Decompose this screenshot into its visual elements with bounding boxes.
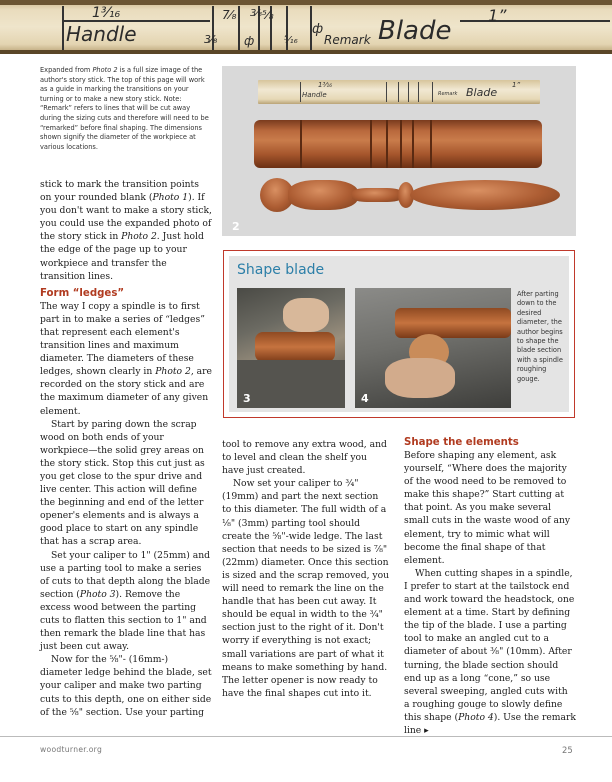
remark-label: Remark <box>324 33 371 47</box>
stick-line <box>386 82 387 102</box>
workpiece-image <box>395 308 511 338</box>
text: stick to mark the transition points on your rounded blank ( <box>40 179 199 204</box>
shape-blade-title: Shape blade <box>237 262 325 278</box>
dim-mark: ⁵⁄₁₆ <box>284 35 298 46</box>
photo-caption <box>40 66 212 152</box>
dim-mark: ⁵⁄₈ <box>262 8 274 22</box>
shape-blade-panel <box>229 256 569 412</box>
paragraph <box>40 178 212 283</box>
photo-number: 2 <box>232 220 240 233</box>
page-number: 25 <box>562 745 573 755</box>
paragraph: Now set your caliper to ¾" (19mm) and part the next section to this diameter. The full width of a ⅛" (3mm) parting tool should create the ⁵⁄₈"-wide ledge. The last section that needs to be sized is ⅞" (22mm) diameter. Once this section is sized and the scrap removed, you will need to remark the line on the handle that has been cut away. It should be equal in width to the ¾" section just to the right of it. Don't worry if everything is not exact; small variations are part of what it means to make something by hand. The letter opener is now ready to have the final shapes cut into it. <box>222 478 390 699</box>
parting-groove <box>400 120 402 168</box>
finished-handle <box>288 180 358 210</box>
shape-blade-box <box>223 250 575 418</box>
footer-divider <box>0 736 612 737</box>
dim-mark: 7⁄₈ <box>222 8 237 22</box>
dim-mark: ф <box>244 34 255 48</box>
caption-text: is a full size image of the author's story stick. The top of this page will work as a guide in marking the transitions on your turning or to make a new story stick. Note: “Remark” refers to lines that will be cut away during the sizing cuts and therefore will need to be “remarked” before final shaping. The dimensions shown signify the diameter of the workpiece at various locations. <box>40 66 209 151</box>
transition-line <box>62 6 64 50</box>
photo-4-caption: After parting down to the desired diameter, the author begins to shape the blade section with a spindle roughing gouge. <box>517 290 563 383</box>
section-heading: Form “ledges” <box>40 287 125 299</box>
text: When cutting shapes in a spindle, I prefer to start at the tailstock end and work toward the headstock, one element at a time. Start by defining the tip of the blade. I use a parting tool to make an angled cut to a diameter of about ⅜" (10mm). After turning, the blade section should end up as a long “cone,” so use several sweeping, angled cuts with a roughing gouge to slowly define this shape ( <box>404 567 575 723</box>
mini-dim-mark: 1” <box>512 81 521 89</box>
paragraph: tool to remove any extra wood, and to level and clean the shelf you have just created. <box>222 439 387 477</box>
hand-image <box>385 358 455 398</box>
text: ). Remove the excess wood between the parting cuts to flatten this section to 1" and then remark the blade line that has just been cut away. <box>40 588 207 653</box>
rounded-blank <box>254 120 542 168</box>
transition-line <box>238 6 240 50</box>
mini-handle-label: Handle <box>302 91 327 99</box>
hand-image <box>283 298 329 332</box>
paragraph: Before shaping any element, ask yourself, “Where does the majority of the wood need to be removed to make this shape?” Start cutting at that point. As you make several small cuts in the waste wood of any element, try to mimic what will become the final shape of that element. <box>404 450 571 566</box>
text: , are recorded on the story stick and are the maximum diameter of any given element. <box>40 366 212 417</box>
mini-remark-label: Remark <box>438 91 458 97</box>
photo-ref: Photo 1 <box>152 192 189 204</box>
dimension-line <box>460 20 610 22</box>
photo-ref: Photo 3 <box>79 588 116 600</box>
photo-4 <box>355 288 511 408</box>
text-column-1 <box>40 178 212 719</box>
paragraph <box>40 300 212 418</box>
photo-3 <box>237 288 345 408</box>
lathe-image <box>237 360 345 408</box>
caption-photo-ref: Photo 2 <box>92 66 118 74</box>
paragraph: Now for the ⁵⁄₈"- (16mm-) diameter ledge behind the blade, set your caliper and make two parting cuts to this depth, one on either side of the ⁵⁄₈" section. Use your parting <box>40 654 212 718</box>
parting-groove <box>430 120 432 168</box>
dim-mark: ф <box>312 22 324 37</box>
finished-neck <box>352 188 402 202</box>
mini-dim-mark: 1³⁄₁₆ <box>318 81 333 89</box>
section-heading: Shape the elements <box>404 437 519 448</box>
caption-text: Expanded from <box>40 66 93 74</box>
photo-number: 3 <box>243 392 251 405</box>
mini-blade-label: Blade <box>466 86 498 99</box>
photo-ref: Photo 4 <box>458 711 494 723</box>
parting-groove <box>370 120 372 168</box>
footer-site: woodturner.org <box>40 745 103 754</box>
finished-blade <box>410 180 560 210</box>
parting-groove <box>300 120 302 168</box>
story-stick-image <box>258 80 540 104</box>
stick-line <box>418 82 419 102</box>
paragraph: Start by paring down the scrap wood on both ends of your workpiece—the solid grey areas on the story stick. Stop this cut just as you get close to the spur drive and live center. This action will define the beginning and end of the letter opener's elements and is always a good place to start on any spindle that has a scrap area. <box>40 418 205 548</box>
blade-label: Blade <box>378 16 452 46</box>
dim-mark: 3⁄₈ <box>204 33 218 46</box>
dim-mark: 1³⁄₁₆ <box>92 5 121 21</box>
story-stick-banner <box>0 0 612 54</box>
stick-line <box>300 82 301 102</box>
parting-groove <box>412 120 414 168</box>
paragraph <box>40 549 212 654</box>
photo-2 <box>222 66 576 236</box>
stick-line <box>432 82 433 102</box>
stick-line <box>408 82 409 102</box>
text: . Just hold the edge of the page up to your workpiece and transfer the transition lines. <box>40 231 204 282</box>
text: The way I copy a spindle is to first part in to make a series of “ledges” that represent each element's transition lines and maximum diameter. The diameters of these ledges, shown clearly in <box>40 300 205 378</box>
dim-mark: 3⁄₈ <box>250 8 263 19</box>
photo-number: 4 <box>361 392 369 405</box>
paragraph <box>404 567 576 737</box>
dim-mark: 1” <box>488 6 507 25</box>
stick-edge <box>0 50 612 54</box>
photo-ref: Photo 2 <box>121 231 157 243</box>
text-column-2 <box>222 438 390 700</box>
parting-groove <box>386 120 388 168</box>
text: ). If you don't want to make a story stick, you could use the expanded photo of the story stick in <box>40 192 212 243</box>
photo-ref: Photo 2 <box>155 366 191 378</box>
stick-line <box>398 82 399 102</box>
workpiece-image <box>255 332 335 362</box>
text: ). Use the remark line ▸ <box>404 711 576 736</box>
handle-label: Handle <box>66 22 137 46</box>
text: Set your caliper to 1" (25mm) and use a parting tool to make a series of cuts to that depth along the blade section ( <box>40 549 211 600</box>
text-column-3 <box>404 432 576 737</box>
